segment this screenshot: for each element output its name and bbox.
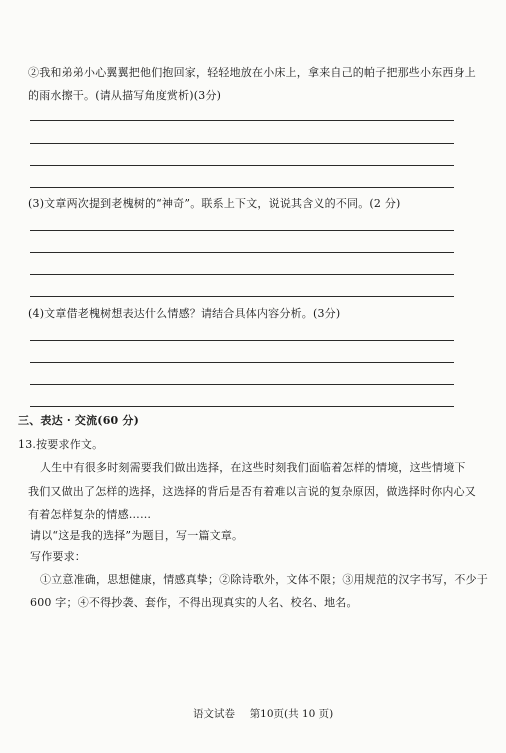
q13-requirement-line-2: 600 字；④不得抄袭、套作，不得出现真实的人名、校名、地名。 [30,596,358,609]
answer-line [30,143,454,144]
answer-line [30,340,454,341]
q13-intro: 13.按要求作文。 [18,438,104,451]
q13-paragraph-line-2: 我们又做出了怎样的选择，这选择的背后是否有着难以言说的复杂原因，做选择时你内心又 [28,485,476,498]
q13-paragraph-line-3: 有着怎样复杂的情感…… [28,508,152,521]
q13-requirement-line-1: ①立意准确，思想健康，情感真挚；②除诗歌外，文体不限；③用规范的汉字书写，不少于 [40,573,488,586]
answer-line [30,406,454,407]
answer-line [30,120,454,121]
q13-prompt: 请以“这是我的选择”为题目，写一篇文章。 [30,529,244,542]
answer-line [30,187,454,188]
answer-line [30,165,454,166]
answer-line [30,230,454,231]
q13-requirements-label: 写作要求： [30,550,86,563]
answer-line [30,274,454,275]
q2-line-2: 的雨水擦干。(请从描写角度赏析)(3分) [28,89,222,102]
answer-line [30,252,454,253]
footer [193,707,333,721]
answer-line [30,384,454,385]
footer-page-number: 第10页(共 10 页) [249,708,334,720]
q3-text: (3)文章两次提到老槐树的“神奇”。联系上下文，说说其含义的不同。(2 分) [28,197,401,210]
answer-line [30,362,454,363]
footer-subject: 语文试卷 [193,708,235,720]
q13-paragraph-line-1: 人生中有很多时刻需要我们做出选择，在这些时刻我们面临着怎样的情境，这些情境下 [40,461,466,474]
section-title: 三、表达 · 交流(60 分) [18,414,140,427]
q2-line-1: ②我和弟弟小心翼翼把他们抱回家，轻轻地放在小床上，拿来自己的帕子把那些小东西身上 [28,66,476,79]
answer-line [30,296,454,297]
q4-text: (4)文章借老槐树想表达什么情感？请结合具体内容分析。(3分) [28,307,341,320]
